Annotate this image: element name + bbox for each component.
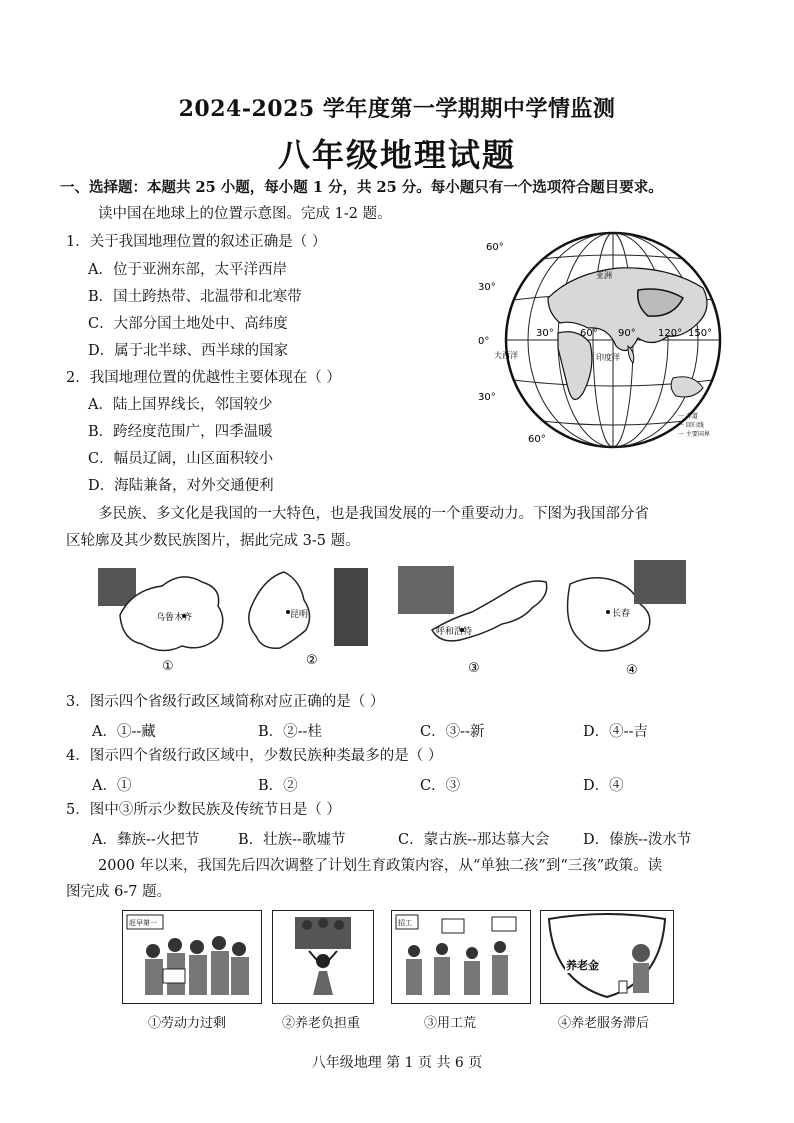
cartoon-4-sign: 养老金 [566,959,599,972]
question-4-option-b[interactable]: B．② [258,778,298,794]
globe-lon-150: 150° [688,328,713,339]
globe-legend-tropic: 一 回归线 [678,422,704,429]
section-heading: 一、选择题：本题共 25 小题，每小题 1 分，共 25 分。每小题只有一个选项符合题目要求。 [60,179,663,196]
question-2-option-d[interactable]: D．海陆兼备，对外交通便利 [88,478,274,494]
province-3-city: 呼和浩特 [436,627,473,637]
question-2-option-c[interactable]: C．幅员辽阔，山区面积较小 [88,451,274,467]
question-1-option-c[interactable]: C．大部分国土地处中、高纬度 [88,316,288,332]
cartoon-3 [391,910,531,1004]
cartoon-2-caption: ②养老负担重 [282,1016,361,1031]
globe-lon-30: 30° [536,328,554,339]
globe-legend-equator: 一 赤道 [678,413,698,420]
globe-lat-60n: 60° [486,242,504,253]
passage-3-line-1: 2000 年以来，我国先后四次调整了计划生育政策内容，从“单独二孩”到“三孩”政策。读 [98,858,663,874]
globe-figure [478,228,748,456]
province-2-number: ② [306,653,318,668]
question-1-option-b[interactable]: B．国土跨热带、北温带和北寒带 [88,289,302,305]
question-4-option-d[interactable]: D．④ [583,778,624,794]
province-map-4 [568,560,686,678]
question-3-option-d[interactable]: D．④--吉 [583,724,648,740]
section-intro: 读中国在地球上的位置示意图。完成 1-2 题。 [98,206,392,222]
province-1-city: 乌鲁木齐 [156,613,193,623]
question-5-option-c[interactable]: C．蒙古族--那达慕大会 [398,832,550,848]
ethnic-photo-3 [398,566,454,614]
globe-label-asia: 亚洲 [596,271,612,280]
question-2-option-b[interactable]: B．跨经度范围广，四季温暖 [88,424,273,440]
question-3-stem: 3．图示四个省级行政区域简称对应正确的是（ ） [66,694,385,710]
question-5-option-b[interactable]: B．壮族--歌墟节 [238,832,346,848]
globe-lon-120: 120° [658,328,683,339]
question-4-option-c[interactable]: C．③ [420,778,461,794]
passage-2-line-1: 多民族、多文化是我国的一大特色，也是我国发展的一个重要动力。下图为我国部分省 [98,506,649,522]
province-2-city: 昆明 [290,610,309,620]
exam-subtitle: 八年级地理试题 [277,136,516,174]
cartoon-4-caption: ④养老服务滞后 [558,1016,650,1031]
question-4-stem: 4．图示四个省级行政区域中，少数民族种类最多的是（ ） [66,748,443,764]
question-2-stem: 2．我国地理位置的优越性主要体现在（ ） [66,370,341,386]
cartoon-3-caption: ③用工荒 [424,1016,477,1031]
globe-label-indian: 印度洋 [596,353,620,362]
question-5-stem: 5．图中③所示少数民族及传统节日是（ ） [66,802,341,818]
globe-lat-0: 0° [478,336,490,347]
question-1-option-d[interactable]: D．属于北半球、西半球的国家 [88,343,289,359]
question-4-option-a[interactable]: A．① [92,778,132,794]
cartoon-1-caption: ①劳动力过剩 [148,1016,227,1031]
exam-title: 2024-2025 学年度第一学期期中学情监测 [178,96,616,122]
question-3-option-c[interactable]: C．③--新 [420,724,485,740]
question-3-option-b[interactable]: B．②--桂 [258,724,322,740]
globe-legend-border: 一 主要国界 [678,431,710,438]
passage-2-line-2: 区轮廓及其少数民族图片，据此完成 3-5 题。 [66,533,360,549]
question-2-option-a[interactable]: A．陆上国界线长，邻国较少 [88,397,273,413]
ethnic-photo-2 [334,568,368,646]
globe-label-atlantic: 大西洋 [494,351,518,360]
globe-lat-30n: 30° [478,282,496,293]
cartoon-1-sign: 赶早第一 [129,919,157,927]
province-map-2 [249,568,368,668]
cartoon-3-sign: 招工 [398,919,412,927]
cartoon-2 [272,910,374,1004]
question-5-option-a[interactable]: A．彝族--火把节 [92,832,200,848]
passage-3-line-2: 图完成 6-7 题。 [66,884,172,900]
question-1-stem: 1．关于我国地理位置的叙述正确是（ ） [66,234,327,250]
globe-lon-60: 60° [580,328,598,339]
province-maps [92,560,742,686]
question-1-option-a[interactable]: A．位于亚洲东部，太平洋西岸 [88,262,287,278]
question-3-option-a[interactable]: A．①--藏 [92,724,156,740]
province-map-3 [398,566,547,676]
globe-lat-30s: 30° [478,392,496,403]
ethnic-photo-4 [634,560,686,604]
province-3-number: ③ [468,661,480,676]
province-1-number: ① [162,659,174,674]
cartoon-4 [540,910,674,1004]
province-4-number: ④ [626,663,638,678]
page-footer: 八年级地理 第 1 页 共 6 页 [311,1055,483,1071]
cartoon-1 [122,910,262,1004]
globe-lon-90: 90° [618,328,636,339]
question-5-option-d[interactable]: D．傣族--泼水节 [583,832,692,848]
province-map-1 [98,568,223,674]
globe-lat-60s: 60° [528,434,546,445]
province-4-city: 长春 [612,609,631,619]
